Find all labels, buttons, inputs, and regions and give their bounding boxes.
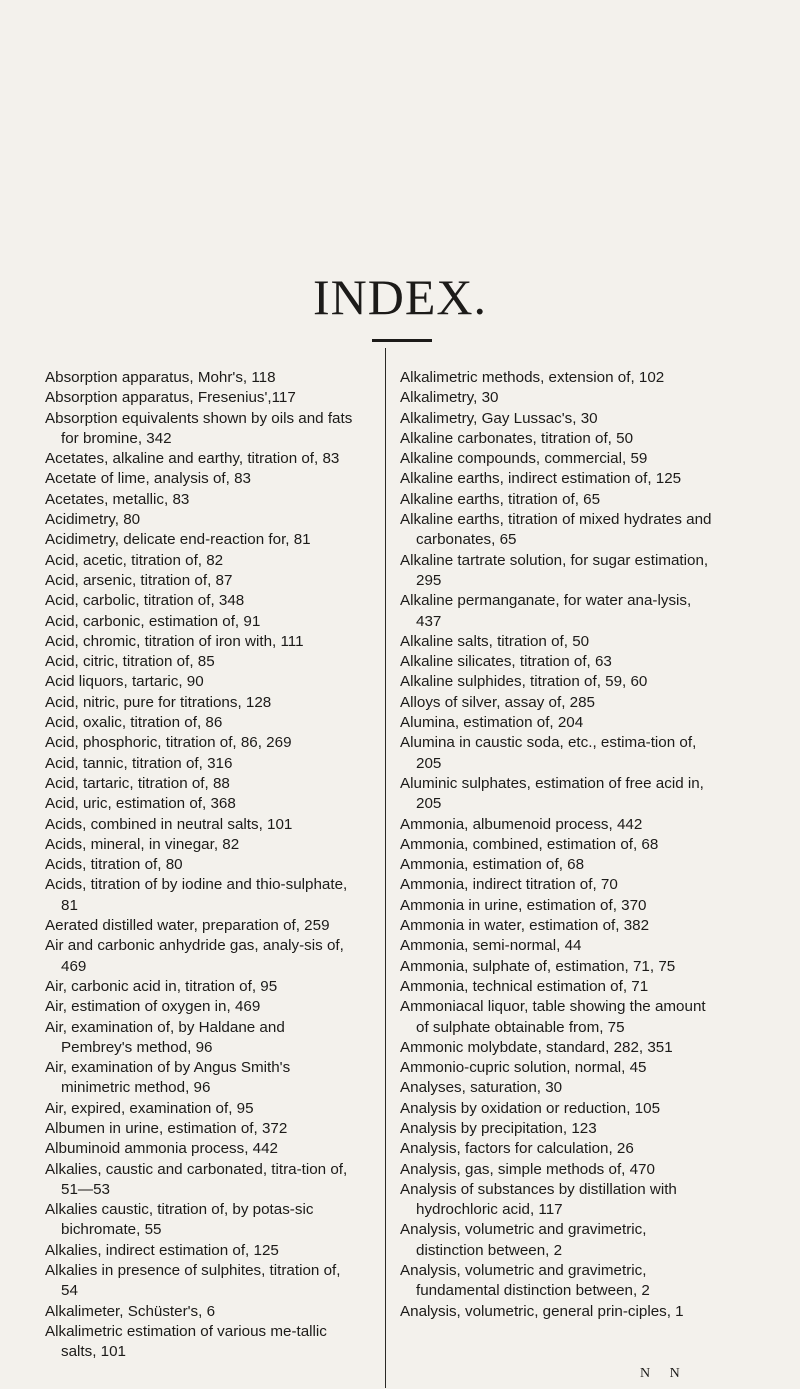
index-entry: Ammonio-cupric solution, normal, 45 <box>400 1059 647 1077</box>
index-entry: Alumina, estimation of, 204 <box>400 714 584 732</box>
index-entry: Analysis, gas, simple methods of, 470 <box>400 1160 655 1178</box>
index-entry: Acid, oxalic, titration of, 86 <box>45 714 223 732</box>
index-entry: Acids, titration of, 80 <box>45 856 183 874</box>
index-entry: Ammonia, albumenoid process, 442 <box>400 815 643 833</box>
index-entry: Air, examination of, by Haldane and Pembrey's method, 96 <box>45 1018 285 1056</box>
index-entry: Acid, uric, estimation of, 368 <box>45 795 236 813</box>
index-entry: Alkaline permanganate, for water ana-lysis, 437 <box>400 592 692 630</box>
index-entry: Analysis, factors for calculation, 26 <box>400 1140 634 1158</box>
index-entry: Acids, mineral, in vinegar, 82 <box>45 835 240 853</box>
index-entry: Alkaline earths, titration of, 65 <box>400 490 601 508</box>
title-rule <box>372 339 432 342</box>
index-entry: Analysis by precipitation, 123 <box>400 1119 597 1137</box>
index-entry: Acid, carbolic, titration of, 348 <box>45 592 245 610</box>
index-entry: Acetates, alkaline and earthy, titration of, 83 <box>45 450 340 468</box>
index-entry: Acid, arsenic, titration of, 87 <box>45 571 233 589</box>
index-entry: Air, expired, examination of, 95 <box>45 1099 254 1117</box>
index-entry: Alkaline salts, titration of, 50 <box>400 632 590 650</box>
index-entry: Air, carbonic acid in, titration of, 95 <box>45 977 278 995</box>
index-entry: Analysis, volumetric and gravimetric, distinction between, 2 <box>400 1221 647 1259</box>
index-entry: Alkaline compounds, commercial, 59 <box>400 450 648 468</box>
index-entry: Aluminic sulphates, estimation of free acid in, 205 <box>400 774 704 813</box>
index-entry: Ammonia in water, estimation of, 382 <box>400 917 650 935</box>
index-entry: Acetate of lime, analysis of, 83 <box>45 470 251 488</box>
index-entry: Alkalimetric methods, extension of, 102 <box>400 369 665 386</box>
index-entry: Ammonia, technical estimation of, 71 <box>400 977 649 995</box>
index-entry: Alkalies, indirect estimation of, 125 <box>45 1241 279 1259</box>
index-entry: Alkalimetry, 30 <box>400 389 499 407</box>
column-divider <box>385 348 386 1388</box>
index-entry: Ammonic molybdate, standard, 282, 351 <box>400 1038 673 1056</box>
index-entry: Acid, nitric, pure for titrations, 128 <box>45 693 272 711</box>
index-entry: Ammonia in urine, estimation of, 370 <box>400 896 647 914</box>
index-entry: Analysis of substances by distillation with hydrochloric acid, 117 <box>400 1180 677 1219</box>
index-entry: Alkalimetry, Gay Lussac's, 30 <box>400 409 598 427</box>
index-entry: Acidimetry, delicate end-reaction for, 81 <box>45 531 311 549</box>
index-entry: Acid, tannic, titration of, 316 <box>45 754 233 772</box>
signature-mark: N N <box>640 1366 688 1381</box>
index-entry: Alkaline tartrate solution, for sugar estimation, 295 <box>400 551 709 589</box>
index-column-right <box>400 368 715 1322</box>
index-entry: Ammonia, combined, estimation of, 68 <box>400 835 659 853</box>
index-entry: Albuminoid ammonia process, 442 <box>45 1140 278 1158</box>
index-entry: Alkalies in presence of sulphites, titration of, 54 <box>45 1262 341 1300</box>
index-entry: Aerated distilled water, preparation of, 259 <box>45 917 330 935</box>
index-entry: Acid, citric, titration of, 85 <box>45 653 215 671</box>
index-entry: Acid, chromic, titration of iron with, 111 <box>45 632 304 650</box>
index-entry: Alkalimetric estimation of various me-tallic salts, 101 <box>45 1322 327 1361</box>
index-entry: Absorption apparatus, Mohr's, 118 <box>45 369 276 386</box>
index-entry: Alkaline earths, indirect estimation of, 125 <box>400 470 682 488</box>
index-entry: Albumen in urine, estimation of, 372 <box>45 1119 288 1137</box>
index-entry: Analysis, volumetric and gravimetric, fundamental distinction between, 2 <box>400 1262 650 1300</box>
index-entry: Acidimetry, 80 <box>45 511 141 529</box>
index-entry: Absorption equivalents shown by oils and fats for bromine, 342 <box>45 409 353 447</box>
index-entry: Alkaline earths, titration of mixed hydrates and carbonates, 65 <box>400 511 712 549</box>
index-entry: Air and carbonic anhydride gas, analy-sis of, 469 <box>45 937 344 975</box>
index-entry: Analysis by oxidation or reduction, 105 <box>400 1099 661 1117</box>
index-entry: Ammonia, semi-normal, 44 <box>400 937 582 955</box>
index-entry: Acids, titration of by iodine and thio-sulphate, 81 <box>45 876 348 914</box>
index-entry: Acid, acetic, titration of, 82 <box>45 551 224 569</box>
index-entry: Acid liquors, tartaric, 90 <box>45 673 204 691</box>
index-entry: Acid, carbonic, estimation of, 91 <box>45 612 261 630</box>
index-entry: Alloys of silver, assay of, 285 <box>400 693 595 711</box>
index-entry: Acid, phosphoric, titration of, 86, 269 <box>45 734 292 752</box>
index-column-left <box>45 368 360 1363</box>
index-entry: Alkaline silicates, titration of, 63 <box>400 653 612 671</box>
index-entry: Air, estimation of oxygen in, 469 <box>45 998 261 1016</box>
index-entry: Acids, combined in neutral salts, 101 <box>45 815 293 833</box>
index-entry: Ammoniacal liquor, table showing the amount of sulphate obtainable from, 75 <box>400 998 706 1036</box>
index-entry: Ammonia, sulphate of, estimation, 71, 75 <box>400 957 676 975</box>
index-entry: Alkalimeter, Schüster's, 6 <box>45 1302 216 1320</box>
index-entry: Analysis, volumetric, general prin-ciples, 1 <box>400 1302 684 1320</box>
index-entry: Alkalies, caustic and carbonated, titra-tion of, 51—53 <box>45 1160 348 1198</box>
index-entry: Ammonia, indirect titration of, 70 <box>400 876 618 894</box>
index-entry: Acetates, metallic, 83 <box>45 490 190 508</box>
index-entry: Absorption apparatus, Fresenius',117 <box>45 389 296 407</box>
index-entry: Alkalies caustic, titration of, by potas-sic bichromate, 55 <box>45 1201 314 1239</box>
index-entry: Alkaline sulphides, titration of, 59, 60 <box>400 673 648 691</box>
index-entry: Air, examination of by Angus Smith's minimetric method, 96 <box>45 1059 291 1097</box>
index-entry: Analyses, saturation, 30 <box>400 1079 563 1097</box>
index-entry: Ammonia, estimation of, 68 <box>400 856 585 874</box>
index-entry: Acid, tartaric, titration of, 88 <box>45 774 230 792</box>
index-entry: Alkaline carbonates, titration of, 50 <box>400 429 634 447</box>
index-entry: Alumina in caustic soda, etc., estima-tion of, 205 <box>400 734 697 772</box>
page-title: INDEX. <box>312 269 488 325</box>
